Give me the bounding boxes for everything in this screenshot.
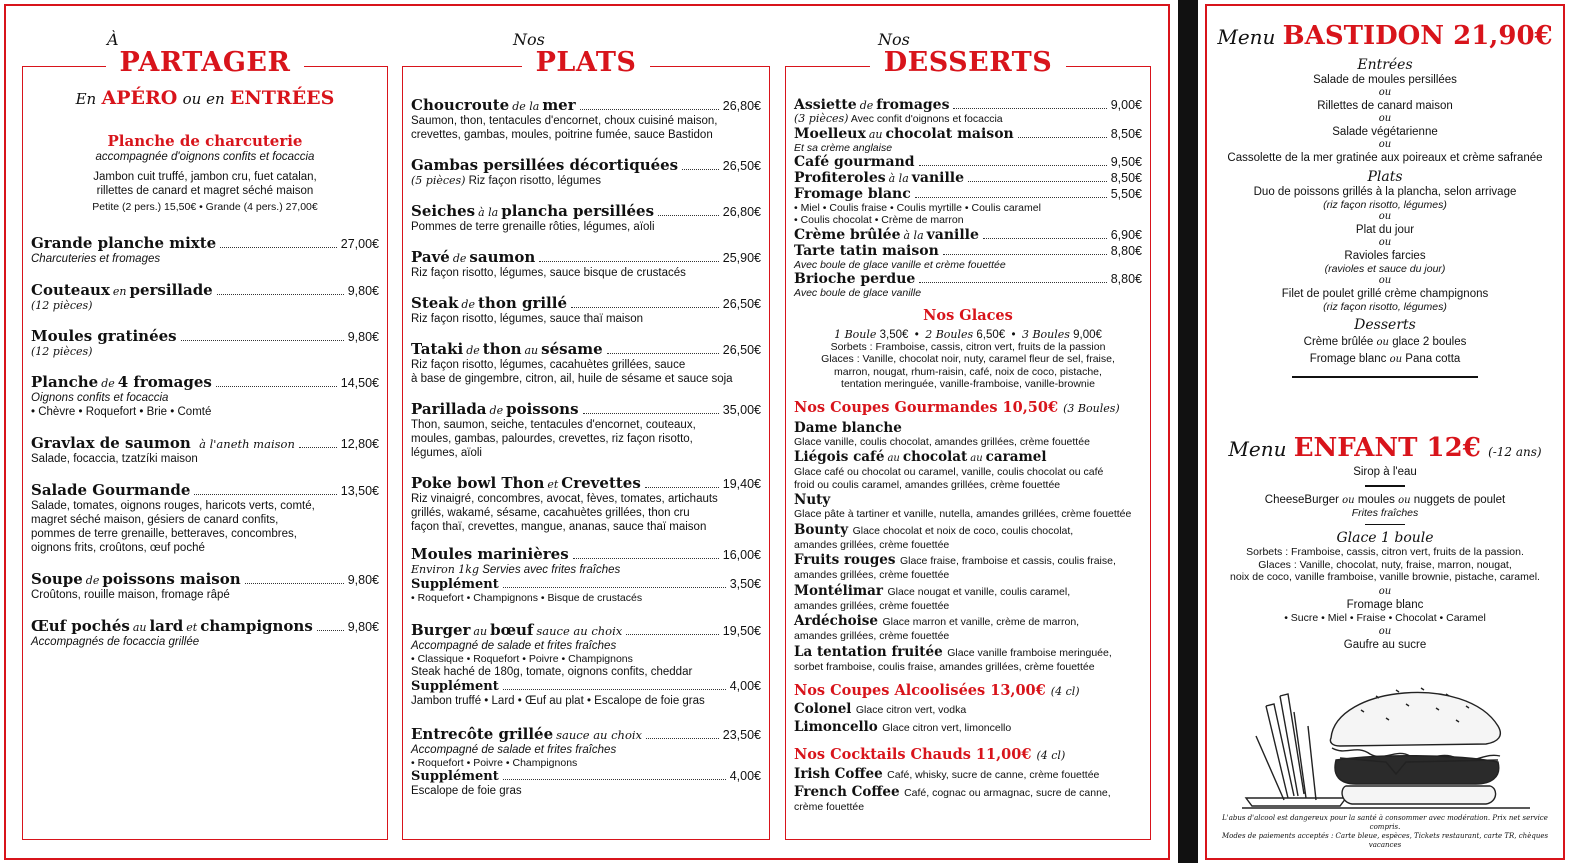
bastidon-entree: Rillettes de canard maison bbox=[1317, 100, 1453, 112]
menu-item bbox=[411, 340, 761, 386]
dessert-item bbox=[794, 271, 1142, 299]
menu-bastidon: Menu BASTIDON 21,90€ Entrées Salade de moules persillées ou Rillettes de canard maison ou Salade végétarienne ou Cassolette de la mer gratinée aux poireaux et crème safranée Plats Duo de poissons grillés à la plancha, selon arrivage (riz façon risotto, légumes) ou Plat du jour ou Ravioles farcies (ravioles et sauce du jour) ou Filet de poulet grillé crème champignons (riz façon risotto, légumes) Desserts Crème brûlée ou glace 2 boules Fromage blanc ou Pana cotta bbox=[1207, 20, 1563, 378]
coupe-desc: Glace café ou chocolat ou caramel, vanille, coulis chocolat ou café bbox=[794, 466, 1104, 478]
legal-notice: L'abus d'alcool est dangereux pour la santé à consommer avec modération. Prix net service compris. Modes de paiements acceptés : Carte bleue, espèces, Tickets restaurant, carte TR, chèques vacances bbox=[1221, 814, 1549, 849]
dessert-name: Assiette de fromages bbox=[794, 97, 950, 113]
menu-item-line bbox=[411, 248, 761, 266]
menu-item-line bbox=[31, 281, 379, 299]
menu-item-name: Couteaux en persillade bbox=[31, 281, 213, 299]
coupe-item: French Coffee Café, cognac ou armagnac, sucre de canne, crème fouettée bbox=[794, 784, 1142, 814]
desserts-pre: Nos bbox=[878, 30, 910, 49]
dessert-item bbox=[794, 227, 1142, 243]
menu-item-line bbox=[31, 481, 379, 499]
coupe-desc: Glace vanille, coulis chocolat, amandes grillées, crème fouettée bbox=[794, 435, 1090, 448]
coupe-desc: amandes grillées, crème fouettée bbox=[794, 630, 950, 642]
menu-item-line bbox=[411, 340, 761, 358]
menu-item-line bbox=[411, 400, 761, 418]
coupe-name: Limoncello bbox=[794, 719, 878, 735]
desserts-title: DESSERTS bbox=[870, 49, 1067, 77]
dessert-desc: (3 pièces) Avec confit d'oignons et focaccia bbox=[794, 112, 1003, 125]
dessert-name: Brioche perdue bbox=[794, 270, 916, 287]
ou-separator: ou bbox=[1378, 87, 1392, 98]
burger-illustration-icon bbox=[1236, 666, 1536, 814]
menu-item-line bbox=[411, 96, 761, 114]
divider bbox=[1292, 376, 1478, 378]
coupe-item bbox=[794, 420, 1142, 449]
partager-pre: À bbox=[107, 30, 119, 49]
coupe-name: Montélimar bbox=[794, 582, 883, 599]
menu-item-line bbox=[31, 617, 379, 635]
dessert-desc: • Miel • Coulis fraise • Coulis myrtille • Coulis caramel bbox=[794, 201, 1041, 214]
menu-item-line bbox=[411, 156, 761, 174]
plats-column bbox=[402, 30, 770, 840]
dessert-name: Crème brûlée à la vanille bbox=[794, 226, 979, 243]
dessert-price: 8,50€ bbox=[1110, 126, 1142, 141]
dessert-item bbox=[794, 97, 1142, 126]
coupe-item: Liégois café au chocolat au caramel Glace café ou chocolat ou caramel, vanille, coulis chocolat ou café froid ou coulis caramel, amandes grillées, crème fouettée bbox=[794, 449, 1142, 491]
dessert-name: Fromage blanc bbox=[794, 185, 911, 202]
menu-item-price: 9,80€ bbox=[347, 330, 379, 344]
menu-item bbox=[31, 373, 379, 419]
coupe-item: Colonel Glace citron vert, vodka bbox=[794, 701, 967, 717]
planche-desc-1: Jambon cuit truffé, jambon cru, fuet catalan, bbox=[93, 171, 317, 183]
menu-item-name: Pavé de saumon bbox=[411, 248, 536, 266]
dessert-desc: Avec boule de glace vanille et crème fouettée bbox=[794, 258, 1006, 271]
menu-item-name: Gambas persillées décortiquées bbox=[411, 156, 679, 174]
glaces-block: Nos Glaces 1 Boule 3,50€ • 2 Boules 6,50€ • 3 Boules 9,00€ Sorbets : Framboise, cassis, citron vert, fruits de la passion Glaces : Vanille, chocolat noir, nuty, caramel fleur de sel, fraise, marron, nougat, rhum-raisin, café, noix de coco, pistache, tentation meringuée, vanille-framboise, vanille-brownie bbox=[794, 307, 1142, 391]
menu-item-line bbox=[31, 234, 379, 252]
menu-item-desc: Pommes de terre grenaille rôties, légumes, aïoli bbox=[411, 221, 655, 233]
menu-item-price: 26,50€ bbox=[722, 343, 761, 357]
coupe-desc: sorbet framboise, coulis fraise, amandes grillées, crème fouettée bbox=[794, 660, 1095, 673]
dessert-name: Tarte tatin maison bbox=[794, 242, 939, 259]
menu-item-desc: Saumon, thon, tentacules d'encornet, choux cuisiné maison, bbox=[411, 115, 718, 127]
menu-item-burger: Burger au bœuf sauce au choix 19,50€ Accompagné de salade et frites fraîches • Classique • Roquefort • Poivre • Champignons Steak haché de 180g, tomate, oignons confits, cheddar Supplément 4,00€ Jambon truffé • Lard • Œuf au plat • Escalope de foie gras bbox=[411, 621, 761, 707]
menu-item bbox=[411, 474, 761, 534]
menu-item-price: 14,50€ bbox=[340, 376, 379, 390]
coupe-name: Nuty bbox=[794, 492, 831, 508]
cocktails-block: Nos Cocktails Chauds 11,00€ (4 cl) Irish Coffee Café, whisky, sucre de canne, crème fouettée French Coffee Café, cognac ou armagnac, sucre de canne, crème fouettée bbox=[794, 746, 1142, 814]
menu-item-name: Choucroute de la mer bbox=[411, 96, 576, 114]
menu-item-name: Salade Gourmande bbox=[31, 481, 191, 499]
dessert-item bbox=[794, 186, 1142, 227]
menu-item-line bbox=[411, 294, 761, 312]
coupe-desc: amandes grillées, crème fouettée bbox=[794, 599, 950, 612]
menu-item-line bbox=[31, 570, 379, 588]
plats-title: PLATS bbox=[522, 49, 651, 77]
menu-item-name: Grande planche mixte bbox=[31, 234, 217, 252]
coupe-name: Bounty bbox=[794, 521, 849, 538]
plats-header bbox=[403, 31, 769, 77]
menu-item-desc: Salade, tomates, oignons rouges, haricots verts, comté, bbox=[31, 500, 315, 512]
menu-item-desc: pommes de terre grenaille, betteraves, concombres, bbox=[31, 528, 297, 540]
menu-item-desc: crevettes, gambas, moules, poitrine fumée, sauce Bastidon bbox=[411, 129, 713, 141]
menu-item-name: Seiches à la plancha persillées bbox=[411, 202, 655, 220]
menu-item-name: Œuf pochés au lard et champignons bbox=[31, 617, 313, 635]
bastidon-entree: Salade végétarienne bbox=[1332, 126, 1438, 138]
plats-items bbox=[411, 96, 761, 534]
menu-item-desc: Oignons confits et focaccia bbox=[31, 392, 169, 404]
menu-item bbox=[31, 570, 379, 602]
dessert-item bbox=[794, 154, 1142, 170]
dessert-name: Moelleux au chocolat maison bbox=[794, 125, 1014, 142]
menu-item-price: 25,90€ bbox=[722, 251, 761, 265]
fold-separator bbox=[1178, 0, 1198, 863]
bastidon-entree: Salade de moules persillées bbox=[1313, 74, 1457, 86]
menu-item-line bbox=[31, 434, 379, 452]
menu-item-desc: grillés, wakamé, sésame, cacahuètes grillées, thon cru bbox=[411, 507, 690, 519]
menu-item-name: Gravlax de saumon à l'aneth maison bbox=[31, 434, 295, 452]
ou-separator: ou bbox=[1378, 139, 1392, 150]
menu-item-desc: Riz façon risotto, légumes, sauce thaï maison bbox=[411, 313, 644, 325]
dessert-price: 9,50€ bbox=[1110, 154, 1142, 169]
coupe-item: Fruits rouges Glace fraise, framboise et cassis, coulis fraise, amandes grillées, crème fouettée bbox=[794, 552, 1142, 582]
menu-item-name: Soupe de poissons maison bbox=[31, 570, 241, 588]
partager-body bbox=[31, 87, 379, 649]
coupe-item: Irish Coffee Café, whisky, sucre de canne, crème fouettée bbox=[794, 766, 1100, 782]
coupe-desc: Glace pâte à tartiner et vanille, nutella, amandes grillées, crème fouettée bbox=[794, 508, 1132, 520]
dessert-price: 8,80€ bbox=[1110, 243, 1142, 258]
partager-items bbox=[31, 234, 379, 649]
partager-column bbox=[22, 30, 388, 840]
dessert-item bbox=[794, 243, 1142, 271]
coupe-name: Colonel bbox=[794, 701, 852, 717]
menu-item-name: Steak de thon grillé bbox=[411, 294, 567, 312]
menu-item-name: Tataki de thon au sésame bbox=[411, 340, 603, 358]
menu-item-desc: Riz façon risotto, légumes, sauce bisque de crustacés bbox=[411, 267, 686, 279]
coupe-item bbox=[794, 492, 1142, 521]
menu-item bbox=[411, 400, 761, 460]
coupe-name: Ardéchoise bbox=[794, 613, 878, 629]
dessert-desc: Et sa crème anglaise bbox=[794, 141, 893, 154]
menu-item-price: 9,80€ bbox=[347, 620, 379, 634]
menu-item bbox=[31, 481, 379, 555]
menu-item-line bbox=[31, 327, 379, 345]
coupe-name: Dame blanche bbox=[794, 419, 902, 436]
menu-item bbox=[411, 294, 761, 326]
coupe-name: Fruits rouges bbox=[794, 552, 896, 568]
coupe-item: Ardéchoise Glace marron et vanille, crème de marron, amandes grillées, crème fouettée bbox=[794, 613, 1142, 643]
alcool-block: Nos Coupes Alcoolisées 13,00€ (4 cl) Colonel Glace citron vert, vodka Limoncello Glace citron vert, limoncello bbox=[794, 682, 1142, 736]
menu-item-price: 27,00€ bbox=[340, 237, 379, 251]
planche-sub: accompagnée d'oignons confits et focaccia bbox=[95, 151, 315, 163]
menu-item-price: 26,50€ bbox=[722, 159, 761, 173]
menu-item-price: 9,80€ bbox=[347, 573, 379, 587]
menu-item-desc: Accompagnés de focaccia grillée bbox=[31, 636, 200, 648]
dessert-price: 8,80€ bbox=[1110, 271, 1142, 286]
coupe-name: La tentation fruitée bbox=[794, 643, 943, 660]
menu-item-desc: • Chèvre • Roquefort • Brie • Comté bbox=[31, 406, 212, 418]
menu-item-price: 26,50€ bbox=[722, 297, 761, 311]
menu-item bbox=[31, 281, 379, 312]
menu-item-price: 26,80€ bbox=[722, 205, 761, 219]
dessert-price: 8,50€ bbox=[1110, 170, 1142, 185]
desserts-header bbox=[786, 31, 1150, 77]
dessert-price: 5,50€ bbox=[1110, 186, 1142, 201]
menu-item-line bbox=[411, 202, 761, 220]
menu-item-line bbox=[411, 474, 761, 492]
menu-item-desc: façon thaï, crevettes, mangue, ananas, sauce thaï maison bbox=[411, 521, 707, 533]
glaces-title: Nos Glaces bbox=[923, 306, 1013, 324]
enfant-title: Menu ENFANT 12€ (-12 ans) bbox=[1228, 433, 1542, 463]
menu-item bbox=[31, 434, 379, 466]
menu-item bbox=[31, 327, 379, 358]
bastidon-entree: Cassolette de la mer gratinée aux poireaux et crème safranée bbox=[1227, 152, 1543, 164]
menu-enfant: Menu ENFANT 12€ (-12 ans) Sirop à l'eau CheeseBurger ou moules ou nuggets de poulet Frites fraîches Glace 1 boule Sorbets : Framboise, cassis, citron vert, fruits de la passion. Glaces : Vanille, chocolat, nuty, fraise, marron, nougat, noix de coco, vanille framboise, vanille brownie, pistache, caramel. ou Fromage blanc • Sucre • Miel • Fraise • Chocolat • Caramel ou Gaufre au sucre bbox=[1207, 432, 1563, 652]
menu-item-name: Parillada de poissons bbox=[411, 400, 579, 418]
plats-body bbox=[411, 96, 761, 798]
partager-title: PARTAGER bbox=[106, 49, 305, 77]
menu-item-desc: Riz façon risotto, légumes, cacahuètes grillées, sauce bbox=[411, 359, 686, 371]
coupe-desc: amandes grillées, crème fouettée bbox=[794, 569, 950, 581]
menu-item-desc: Charcuteries et fromages bbox=[31, 253, 161, 265]
menu-item-name: Planche de 4 fromages bbox=[31, 373, 212, 391]
menu-item-desc: magret séché maison, gésiers de canard confits, bbox=[31, 514, 279, 526]
menu-item-desc: Croûtons, rouille maison, fromage râpé bbox=[31, 589, 230, 601]
menu-item-price: 13,50€ bbox=[340, 484, 379, 498]
ou-separator: ou bbox=[1378, 113, 1392, 124]
menu-item-price: 35,00€ bbox=[722, 403, 761, 417]
menu-item-desc: moules, gambas, palourdes, crevettes, riz façon risotto, bbox=[411, 433, 693, 445]
menu-item bbox=[31, 234, 379, 266]
menu-item-desc: oignons frits, croûtons, œuf poché bbox=[31, 542, 205, 554]
planche-charcuterie bbox=[31, 132, 379, 214]
menu-item bbox=[411, 202, 761, 234]
coupe-item: Limoncello Glace citron vert, limoncello bbox=[794, 719, 1012, 735]
partager-header bbox=[23, 31, 387, 77]
coupes-block: Nos Coupes Gourmandes 10,50€ (3 Boules) Dame blanche Glace vanille, coulis chocolat, amandes grillées, crème fouettée Liégois café au chocolat au caramel Glace café ou chocolat ou caramel, vanille, coulis chocolat ou café froid ou coulis caramel, amandes grillées, crème fouettée Nuty Glace pâte à tartiner et vanille, nutella, amandes grillées, crème fouettée Bounty Glace chocolat et noix de coco, coulis chocolat, amandes grillées, crème fouettée Fruits rouges Glace fraise, framboise et cassis, coulis fraise, amandes grillées, crème fouettée Montélimar Glace nougat et vanille, coulis caramel, amandes grillées, crème fouettée Ardéchoise Glace marron et vanille, crème de marron, amandes grillées, crème fouettée La tentation fruitée Glace vanille framboise meringuée, sorbet framboise, coulis fraise, amandes grillées, crème fouettée bbox=[794, 399, 1142, 674]
menu-item-moules-marinieres: Moules marinières 16,00€ Environ 1kg Servies avec frites fraîches Supplément 3,50€ • Roquefort • Champignons • Bisque de crustacés bbox=[411, 545, 761, 604]
menu-item-desc: à base de gingembre, citron, ail, huile de sésame et sauce soja bbox=[411, 373, 733, 385]
menu-item-price: 9,80€ bbox=[347, 284, 379, 298]
desserts-body bbox=[794, 97, 1142, 814]
coupe-name: Irish Coffee bbox=[794, 766, 883, 782]
dessert-item bbox=[794, 170, 1142, 186]
coupe-desc: froid ou coulis caramel, amandes grillées, crème fouettée bbox=[794, 478, 1061, 491]
dessert-name: Profiteroles à la vanille bbox=[794, 169, 965, 186]
menu-item-price: 26,80€ bbox=[722, 99, 761, 113]
menu-item-line bbox=[31, 373, 379, 391]
menu-item-desc: (5 pièces) Riz façon risotto, légumes bbox=[411, 174, 601, 187]
coupe-name: French Coffee bbox=[794, 784, 900, 800]
coupe-desc: crème fouettée bbox=[794, 801, 865, 813]
menu-item-price: 19,40€ bbox=[722, 477, 761, 491]
coupe-item: Montélimar Glace nougat et vanille, coulis caramel, amandes grillées, crème fouettée bbox=[794, 583, 1142, 613]
desserts-column bbox=[785, 30, 1151, 840]
planche-sizes: Petite (2 pers.) 15,50€ • Grande (4 pers.) 27,00€ bbox=[92, 201, 318, 213]
coupe-name: Liégois café bbox=[794, 449, 885, 465]
menu-item-entrecote: Entrecôte grillée sauce au choix 23,50€ Accompagné de salade et frites fraîches • Roquefort • Poivre • Champignons Supplément 4,00€ Escalope de foie gras bbox=[411, 725, 761, 797]
menu-item bbox=[411, 156, 761, 188]
bastidon-title: Menu BASTIDON 21,90€ bbox=[1217, 21, 1553, 51]
plats-pre: Nos bbox=[513, 30, 545, 49]
desserts-items bbox=[794, 97, 1142, 299]
dessert-desc: • Coulis chocolat • Crème de marron bbox=[794, 214, 964, 226]
coupe-item: Bounty Glace chocolat et noix de coco, coulis chocolat, amandes grillées, crème fouettée bbox=[794, 522, 1142, 552]
menu-item bbox=[411, 96, 761, 142]
glaces-prices: 1 Boule 3,50€ • 2 Boules 6,50€ • 3 Boules 9,00€ bbox=[834, 327, 1102, 341]
dessert-price: 6,90€ bbox=[1110, 227, 1142, 242]
dessert-price: 9,00€ bbox=[1110, 98, 1142, 112]
dessert-item bbox=[794, 126, 1142, 154]
menu-item-desc: Thon, saumon, seiche, tentacules d'encornet, couteaux, bbox=[411, 419, 696, 431]
menu-item-desc: légumes, aïoli bbox=[411, 447, 482, 459]
menu-item-name: Moules gratinées bbox=[31, 327, 177, 345]
menu-item-desc: (12 pièces) bbox=[31, 345, 93, 358]
dessert-name: Café gourmand bbox=[794, 153, 915, 170]
menu-item-name: Poke bowl Thon et Crevettes bbox=[411, 474, 641, 492]
menu-item-price: 12,80€ bbox=[340, 437, 379, 451]
menu-item bbox=[411, 248, 761, 280]
coupe-desc: amandes grillées, crème fouettée bbox=[794, 538, 950, 551]
menu-item-desc: Riz vinaigré, concombres, avocat, fèves, tomates, artichauts bbox=[411, 493, 718, 505]
menu-item-desc: (12 pièces) bbox=[31, 299, 93, 312]
planche-title: Planche de charcuterie bbox=[107, 132, 303, 150]
menu-item bbox=[31, 617, 379, 649]
coupe-item: La tentation fruitée Glace vanille framboise meringuée, sorbet framboise, coulis fraise, amandes grillées, crème fouettée bbox=[794, 644, 1142, 674]
menu-item-desc: Salade, focaccia, tzatzíki maison bbox=[31, 453, 198, 465]
planche-desc-2: rillettes de canard et magret séché maison bbox=[96, 185, 314, 197]
dessert-desc: Avec boule de glace vanille bbox=[794, 286, 922, 299]
apero-line: En APÉRO ou en ENTRÉES bbox=[75, 87, 335, 109]
